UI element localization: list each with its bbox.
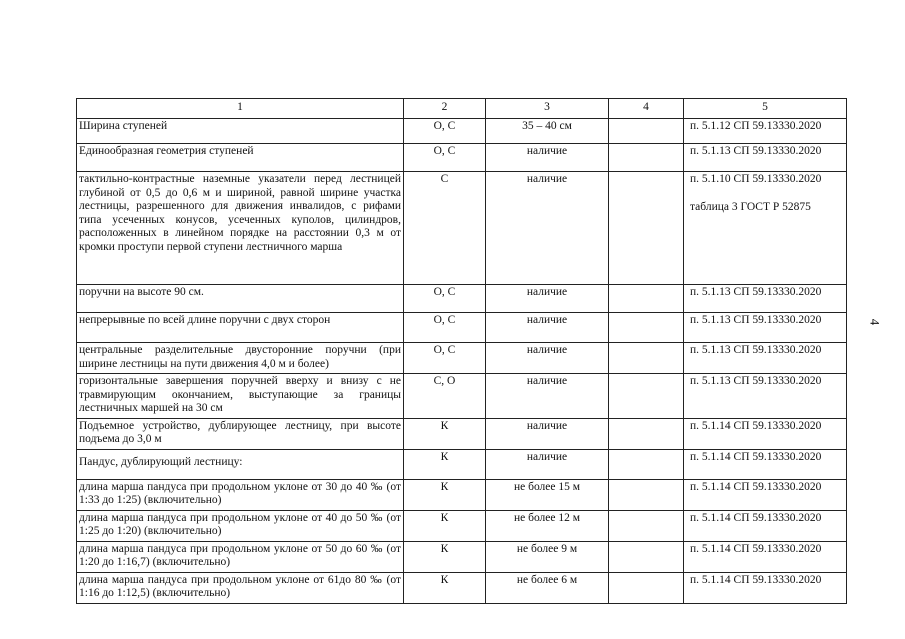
value-cell: наличие: [486, 144, 609, 172]
category-cell: С: [404, 172, 486, 285]
reference-cell: п. 5.1.12 СП 59.13330.2020: [684, 119, 847, 144]
actual-cell: [609, 313, 684, 343]
value-cell: наличие: [486, 418, 609, 449]
category-cell: О, С: [404, 343, 486, 374]
actual-cell: [609, 144, 684, 172]
value-cell: не более 9 м: [486, 541, 609, 572]
category-cell: С, О: [404, 374, 486, 419]
value-cell: наличие: [486, 343, 609, 374]
table-row: [77, 374, 847, 419]
header-col-4: 4: [609, 99, 684, 119]
category-cell: К: [404, 479, 486, 510]
actual-cell: [609, 572, 684, 603]
page-number: 4: [867, 318, 883, 326]
parameter-cell: длина марша пандуса при продольном уклоне от 40 до 50 ‰ (от 1:25 до 1:20) (включительно): [77, 510, 404, 541]
reference-cell: п. 5.1.14 СП 59.13330.2020: [684, 572, 847, 603]
actual-cell: [609, 285, 684, 313]
reference-cell: п. 5.1.14 СП 59.13330.2020: [684, 510, 847, 541]
actual-cell: [609, 119, 684, 144]
category-cell: О, С: [404, 144, 486, 172]
parameter-cell: длина марша пандуса при продольном уклоне от 61до 80 ‰ (от 1:16 до 1:12,5) (включительно): [77, 572, 404, 603]
reference-cell: п. 5.1.14 СП 59.13330.2020: [684, 449, 847, 479]
actual-cell: [609, 541, 684, 572]
table-row: [77, 119, 847, 144]
table-row: [77, 343, 847, 374]
value-cell: наличие: [486, 285, 609, 313]
parameter-cell: непрерывные по всей длине поручни с двух сторон: [77, 313, 404, 343]
category-cell: О, С: [404, 119, 486, 144]
parameter-cell: Подъемное устройство, дублирующее лестницу, при высоте подъема до 3,0 м: [77, 418, 404, 449]
actual-cell: [609, 479, 684, 510]
reference-cell: п. 5.1.14 СП 59.13330.2020: [684, 479, 847, 510]
value-cell: наличие: [486, 449, 609, 479]
header-row: [77, 99, 847, 119]
table-row: [77, 479, 847, 510]
category-cell: К: [404, 510, 486, 541]
value-cell: не более 6 м: [486, 572, 609, 603]
reference-cell: п. 5.1.13 СП 59.13330.2020: [684, 374, 847, 419]
category-cell: О, С: [404, 285, 486, 313]
reference-cell: п. 5.1.13 СП 59.13330.2020: [684, 285, 847, 313]
table-row: [77, 313, 847, 343]
table-row: [77, 144, 847, 172]
parameter-cell: Ширина ступеней: [77, 119, 404, 144]
requirements-table: [76, 98, 847, 604]
actual-cell: [609, 374, 684, 419]
value-cell: не более 12 м: [486, 510, 609, 541]
category-cell: К: [404, 449, 486, 479]
table-row: [77, 572, 847, 603]
reference-line: таблица 3 ГОСТ Р 52875: [690, 200, 811, 213]
header-col-1: 1: [77, 99, 404, 119]
parameter-cell: тактильно-контрастные наземные указатели перед лестницей глубиной от 0,5 до 0,6 м и шириной, равной ширине участка лестницы, разрешенного для движения инвалидов, с рифами типа усеченных конусов, усеченных куполов, цилиндров, расположенных в линейном порядке на расстоянии 0,3 м от кромки проступи первой ступени лестничного марша: [77, 172, 404, 285]
parameter-cell: горизонтальные завершения поручней вверху и внизу с не травмирующим окончанием, выступающие за границы лестничных маршей на 30 см: [77, 374, 404, 419]
parameter-cell: поручни на высоте 90 см.: [77, 285, 404, 313]
table-row: [77, 510, 847, 541]
reference-cell: п. 5.1.13 СП 59.13330.2020: [684, 313, 847, 343]
category-cell: К: [404, 572, 486, 603]
table-row: [77, 172, 847, 285]
category-cell: К: [404, 541, 486, 572]
table-row: [77, 418, 847, 449]
reference-cell: п. 5.1.14 СП 59.13330.2020: [684, 541, 847, 572]
reference-cell: [684, 172, 847, 285]
value-cell: наличие: [486, 374, 609, 419]
reference-cell: п. 5.1.13 СП 59.13330.2020: [684, 144, 847, 172]
value-cell: наличие: [486, 172, 609, 285]
parameter-cell: длина марша пандуса при продольном уклоне от 30 до 40 ‰ (от 1:33 до 1:25) (включительно): [77, 479, 404, 510]
reference-line: п. 5.1.10 СП 59.13330.2020: [690, 173, 822, 185]
parameter-cell: центральные разделительные двусторонние поручни (при ширине лестницы на пути движения 4,0 м и более): [77, 343, 404, 374]
table-row: [77, 541, 847, 572]
value-cell: наличие: [486, 313, 609, 343]
value-cell: 35 – 40 см: [486, 119, 609, 144]
parameter-cell: Единообразная геометрия ступеней: [77, 144, 404, 172]
actual-cell: [609, 172, 684, 285]
header-col-2: 2: [404, 99, 486, 119]
actual-cell: [609, 343, 684, 374]
actual-cell: [609, 449, 684, 479]
actual-cell: [609, 510, 684, 541]
header-col-3: 3: [486, 99, 609, 119]
reference-cell: п. 5.1.13 СП 59.13330.2020: [684, 343, 847, 374]
header-col-5: 5: [684, 99, 847, 119]
value-cell: не более 15 м: [486, 479, 609, 510]
table-row: [77, 449, 847, 479]
table-row: [77, 285, 847, 313]
category-cell: О, С: [404, 313, 486, 343]
actual-cell: [609, 418, 684, 449]
reference-cell: п. 5.1.14 СП 59.13330.2020: [684, 418, 847, 449]
category-cell: К: [404, 418, 486, 449]
parameter-cell: длина марша пандуса при продольном уклоне от 50 до 60 ‰ (от 1:20 до 1:16,7) (включительно): [77, 541, 404, 572]
section-title-cell: Пандус, дублирующий лестницу:: [77, 449, 404, 479]
